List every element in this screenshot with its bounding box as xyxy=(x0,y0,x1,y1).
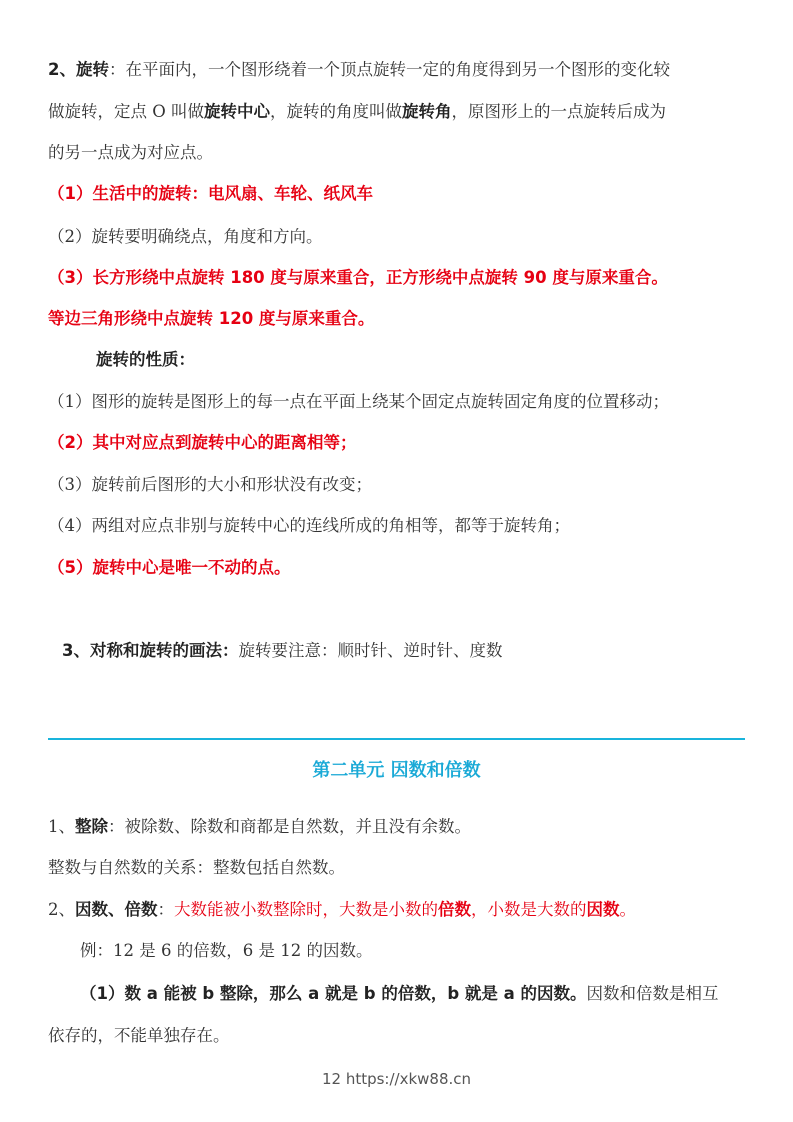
section-title: 第二单元 因数和倍数 xyxy=(312,760,481,781)
drawing-method xyxy=(62,641,502,661)
term: 3、对称和旋转的画法： xyxy=(62,641,239,660)
property-1: （1）图形的旋转是图形上的每一点在平面上绕某个固定点旋转固定角度的位置移动； xyxy=(48,392,669,411)
note-1 xyxy=(80,984,719,1004)
property-4: （4）两组对应点非别与旋转中心的连线所成的角相等，都等于旋转角； xyxy=(48,516,570,535)
text: ： xyxy=(157,900,174,919)
term: 旋转角 xyxy=(402,102,452,121)
text: ，原图形上的一点旋转后成为 xyxy=(451,102,667,121)
text: 因数和倍数是相互 xyxy=(586,984,719,1003)
text: 旋转要注意：顺时针、逆时针、度数 xyxy=(238,641,503,660)
rotation-definition-3: 的另一点成为对应点。 xyxy=(48,143,213,162)
point-3-cont: 等边三角形绕中点旋转 120 度与原来重合。 xyxy=(48,309,375,328)
point-1: （1）生活中的旋转：电风扇、车轮、纸风车 xyxy=(48,184,373,203)
integer-relation: 整数与自然数的关系：整数包括自然数。 xyxy=(48,858,345,877)
term: 因数 xyxy=(586,900,620,919)
property-2: （2）其中对应点到旋转中心的距离相等； xyxy=(48,433,357,452)
note-1-cont: 依存的，不能单独存在。 xyxy=(48,1026,230,1045)
properties-title: 旋转的性质： xyxy=(96,350,195,369)
text: ：被除数、除数和商都是自然数，并且没有余数。 xyxy=(108,817,471,836)
term-rotation: 2、旋转 xyxy=(48,60,109,79)
section-divider xyxy=(48,738,745,740)
text: 。 xyxy=(619,900,636,919)
property-5: （5）旋转中心是唯一不动的点。 xyxy=(48,558,291,577)
factor-multiple xyxy=(48,900,636,920)
text: 做旋转，定点 O 叫做 xyxy=(48,102,205,121)
text: ，小数是大数的 xyxy=(471,900,587,919)
page-footer: 12 https://xkw88.cn xyxy=(321,1070,472,1088)
text: （1）数 a 能被 b 整除，那么 a 就是 b 的倍数，b 就是 a 的因数。 xyxy=(80,984,587,1003)
point-2: （2）旋转要明确绕点，角度和方向。 xyxy=(48,227,323,246)
example: 例：12 是 6 的倍数，6 是 12 的因数。 xyxy=(80,941,373,960)
term: 整除 xyxy=(75,817,108,836)
text: ，旋转的角度叫做 xyxy=(270,102,403,121)
term: 因数、倍数 xyxy=(75,900,158,919)
rotation-definition xyxy=(48,60,670,80)
text: 大数能被小数整除时，大数是小数的 xyxy=(174,900,438,919)
term: 倍数 xyxy=(438,900,471,919)
text: ：在平面内，一个图形绕着一个顶点旋转一定的角度得到另一个图形的变化较 xyxy=(108,60,670,79)
text: 2、 xyxy=(48,900,75,919)
text: 1、 xyxy=(48,817,75,836)
term: 旋转中心 xyxy=(204,102,271,121)
property-3: （3）旋转前后图形的大小和形状没有改变； xyxy=(48,475,372,494)
rotation-definition-2 xyxy=(48,102,666,122)
divisibility xyxy=(48,817,471,837)
point-3: （3）长方形绕中点旋转 180 度与原来重合，正方形绕中点旋转 90 度与原来重合。 xyxy=(48,268,668,287)
